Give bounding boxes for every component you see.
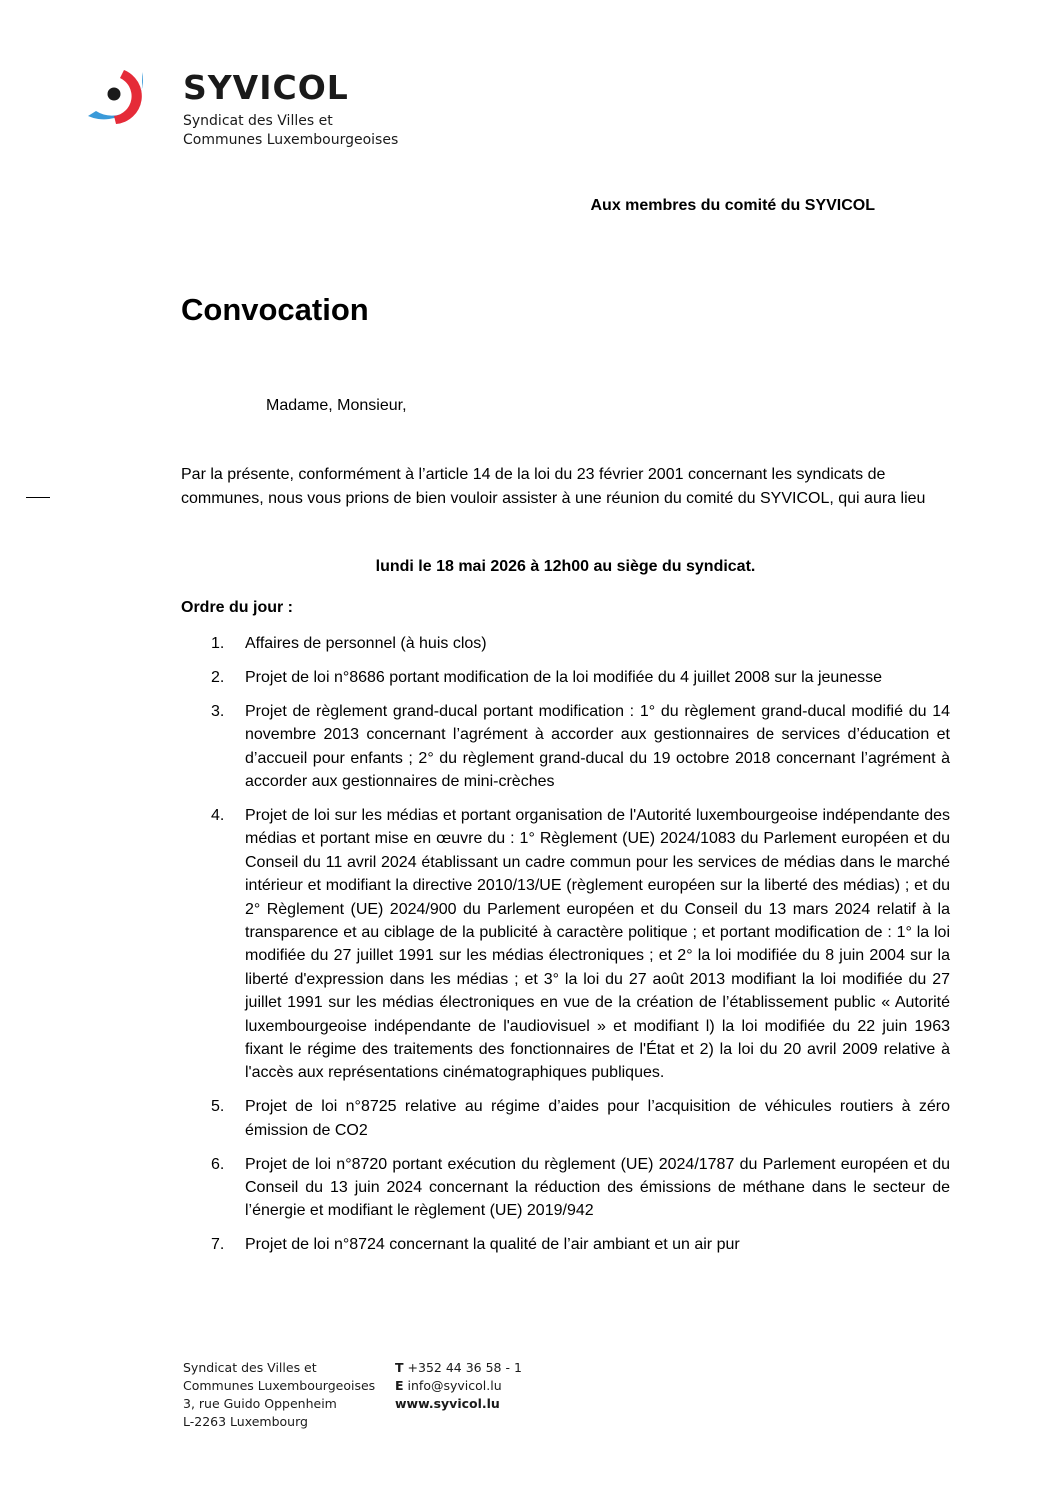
agenda-item: [181, 1153, 950, 1223]
agenda-item: [181, 700, 950, 794]
agenda-item-number: 6.: [211, 1155, 225, 1173]
footer-address-line: Communes Luxembourgeoises: [183, 1378, 376, 1393]
footer-address: [183, 1359, 375, 1431]
logo-dot: [108, 88, 121, 101]
agenda-item-number: 7.: [211, 1236, 225, 1254]
agenda-heading: Ordre du jour :: [181, 599, 293, 616]
footer-address-line: Syndicat des Villes et: [183, 1360, 317, 1375]
agenda-item: [181, 632, 950, 655]
phone-number: +352 44 36 58 - 1: [407, 1360, 522, 1375]
email-label: E: [395, 1378, 404, 1393]
brand-subtitle: [183, 112, 398, 150]
agenda-item: [181, 1233, 950, 1256]
agenda-item: [181, 804, 950, 1085]
meeting-date-line: lundi le 18 mai 2026 à 12h00 au siège du syndicat.: [375, 558, 756, 575]
agenda-item-text: Projet de loi n°8724 concernant la qualité de l’air ambiant et un air pur: [245, 1236, 740, 1254]
salutation: Madame, Monsieur,: [266, 397, 407, 414]
agenda-item-text: Projet de loi n°8720 portant exécution du règlement (UE) 2024/1787 du Parlement européen et du Conseil du 13 juin 2024 concernant la réduction des émissions de méthane dans le secteur de l’énergie et modifiant le règlement (UE) 2019/942: [245, 1155, 950, 1220]
brand-subtitle-line-2: Communes Luxembourgeoises: [183, 132, 399, 148]
agenda-item: [181, 1095, 950, 1142]
agenda-item-number: 3.: [211, 702, 225, 720]
footer-phone: [395, 1359, 522, 1377]
agenda-item-text: Projet de loi sur les médias et portant organisation de l'Autorité luxembourgeoise indépendante des médias et portant mise en œuvre du : 1° Règlement (UE) 2024/1083 du Parlement européen et du Conseil du 11 avril 2024 établissant un cadre commun pour les services de médias dans le marché intérieur et modifiant la directive 2010/13/UE (règlement européen sur la liberté des médias) ; et du 2° Règlement (UE) 2024/900 du Parlement européen et du Conseil du 13 mars 2024 relatif à la transparence et au ciblage de la publicité à caractère politique ; et portant modification de : 1° la loi modifiée du 27 juillet 1991 sur les médias électroniques ; et 2° la loi modifiée du 8 juin 2004 sur la liberté d'expression dans les médias ; et 3° la loi du 27 août 2013 modifiant la loi modifiée du 27 juillet 1991 sur les médias électroniques en vue de la création de l’établissement public « Autorité luxembourgeoise indépendante de l'audiovisuel » et modifiant l) la loi modifiée du 22 juin 1963 fixant le régime des traitements des fonctionnaires de l'État et 2) la loi du 20 avril 2009 relative à l'accès aux représentations cinématographiques publiques.: [245, 806, 950, 1082]
agenda-item-text: Projet de loi n°8725 relative au régime d’aides pour l’acquisition de véhicules routiers à zéro émission de CO2: [245, 1098, 950, 1139]
agenda-item: [181, 666, 950, 689]
syvicol-logo: [62, 66, 164, 156]
agenda-item-text: Projet de loi n°8686 portant modification de la loi modifiée du 4 juillet 2008 sur la jeunesse: [245, 668, 883, 686]
agenda-item-text: Projet de règlement grand-ducal portant modification : 1° du règlement grand-ducal modifié du 14 novembre 2013 concernant l’agrément à accorder aux gestionnaires de services d’éducation et d’accueil pour enfants ; 2° du règlement grand-ducal du 19 octobre 2018 concernant l’agrément à accorder aux gestionnaires de mini-crèches: [245, 702, 950, 791]
footer-address-line: 3, rue Guido Oppenheim: [183, 1396, 337, 1411]
agenda-item-number: 5.: [211, 1098, 225, 1116]
footer-address-line: L-2263 Luxembourg: [183, 1414, 308, 1429]
intro-paragraph: Par la présente, conformément à l’article 14 de la loi du 23 février 2001 concernant les syndicats de communes, nous vous prions de bien vouloir assister à une réunion du comité du SYVICOL, qui aura lieu: [181, 466, 926, 507]
brand-block: [183, 68, 398, 150]
document-title: Convocation: [181, 292, 369, 327]
fold-mark: [26, 497, 50, 498]
footer-email: [395, 1377, 522, 1395]
agenda-item-number: 4.: [211, 806, 225, 824]
agenda-item-number: 2.: [211, 668, 225, 686]
phone-label: T: [395, 1360, 404, 1375]
footer-contact: [395, 1359, 522, 1413]
agenda-item-number: 1.: [211, 635, 225, 652]
recipient-line: Aux membres du comité du SYVICOL: [590, 197, 875, 214]
agenda-list: [181, 632, 950, 1267]
agenda-item-text: Affaires de personnel (à huis clos): [245, 635, 487, 652]
footer-website[interactable]: www.syvicol.lu: [395, 1396, 500, 1411]
brand-name: SYVICOL: [183, 68, 349, 107]
email-address[interactable]: info@syvicol.lu: [407, 1378, 502, 1393]
brand-subtitle-line-1: Syndicat des Villes et: [183, 113, 333, 129]
